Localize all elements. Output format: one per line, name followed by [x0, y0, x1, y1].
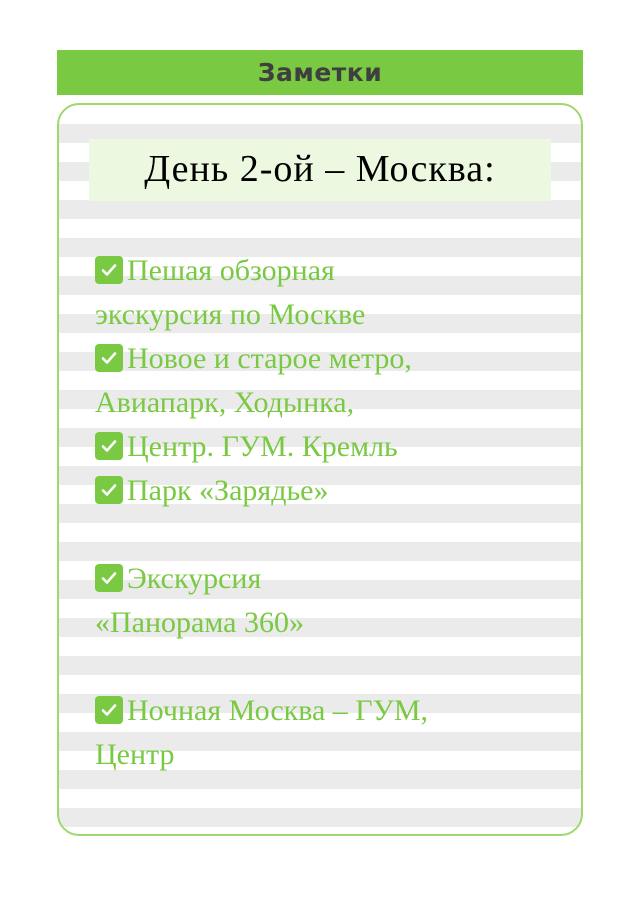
note-line-text: Экскурсия [127, 562, 262, 595]
note-line-text: экскурсия по Москве [95, 298, 366, 331]
check-box-icon[interactable] [95, 476, 123, 504]
note-line-text: Центр. ГУМ. Кремль [127, 430, 398, 463]
note-line-text: Центр [95, 738, 175, 771]
check-box-icon[interactable] [95, 256, 123, 284]
note-line [95, 469, 551, 513]
note-title-highlight [89, 139, 551, 201]
page-title: Заметки [257, 58, 383, 87]
header-bar [57, 50, 583, 95]
note-title: День 2-ой – Москва: [144, 148, 496, 190]
note-card [57, 103, 583, 836]
note-line-text: «Панорама 360» [95, 606, 304, 639]
check-box-icon[interactable] [95, 344, 123, 372]
note-line-text: Парк «Зарядье» [127, 474, 329, 507]
note-line-text: Авиапарк, Ходынка, [95, 386, 355, 419]
note-line [95, 425, 551, 469]
note-line [95, 733, 551, 777]
check-box-icon[interactable] [95, 432, 123, 460]
check-box-icon[interactable] [95, 564, 123, 592]
note-line [95, 293, 551, 337]
note-card-inner [59, 105, 581, 834]
note-line [95, 249, 551, 293]
check-box-icon[interactable] [95, 696, 123, 724]
note-line [95, 337, 551, 381]
note-line-text: Новое и старое метро, [127, 342, 412, 375]
note-line-spacer [95, 645, 551, 689]
note-line [95, 557, 551, 601]
note-line [95, 381, 551, 425]
note-line-text: Ночная Москва – ГУМ, [127, 694, 429, 727]
note-line-spacer [95, 513, 551, 557]
note-line-text: Пешая обзорная [127, 254, 335, 287]
note-line [95, 601, 551, 645]
note-body [89, 249, 551, 777]
note-line [95, 689, 551, 733]
